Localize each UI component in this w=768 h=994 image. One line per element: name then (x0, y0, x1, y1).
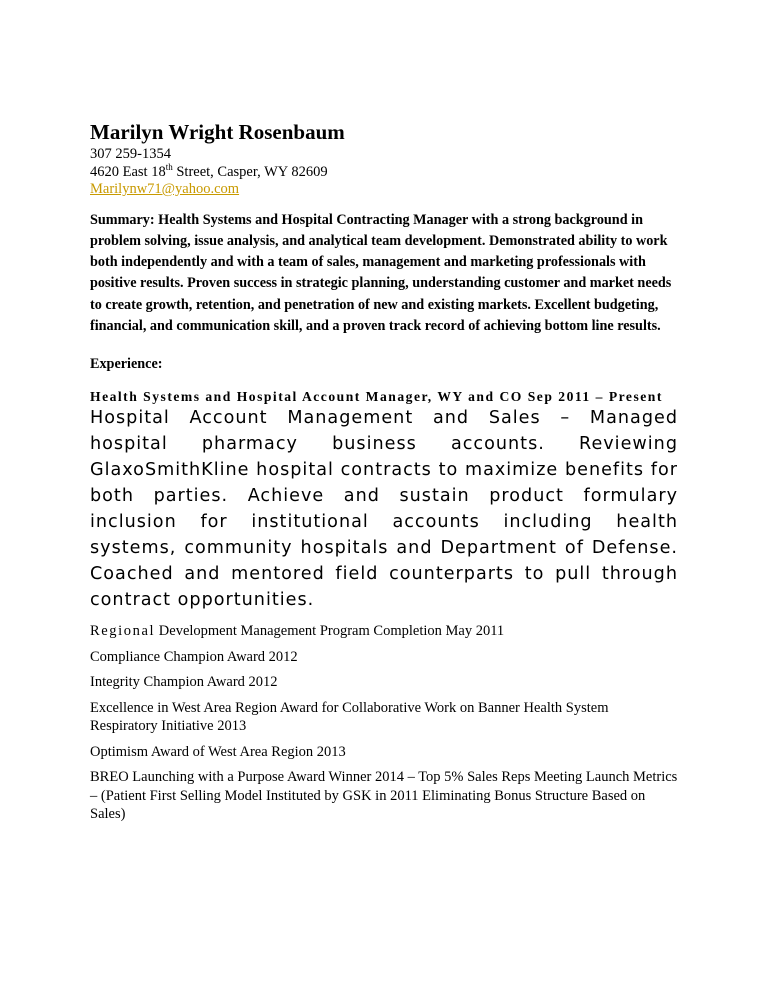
experience-heading: Experience: (90, 356, 163, 373)
address-superscript: th (165, 161, 173, 172)
award-item: Optimism Award of West Area Region 2013 (90, 743, 346, 760)
email-line (90, 181, 678, 199)
award-item: BREO Launching with a Purpose Award Winner 2014 – Top 5% Sales Reps Meeting Launch Metrics – (Patient First Selling Model Instituted by GSK in 2011 Eliminating Bonus Structure Based on Sales) (90, 769, 678, 823)
award-item: Integrity Champion Award 2012 (90, 674, 278, 691)
award-item: Excellence in West Area Region Award for Collaborative Work on Banner Health System Respiratory Initiative 2013 (90, 699, 609, 735)
award-item: Compliance Champion Award 2012 (90, 648, 298, 665)
award-prefix: Regional (90, 623, 156, 640)
phone-number: 307 259-1354 (90, 146, 171, 162)
candidate-name: Marilyn Wright Rosenbaum (90, 120, 345, 144)
resume-page (90, 118, 678, 824)
award-rest: Development Management Program Completion May 2011 (155, 623, 505, 640)
address-suffix: Street, Casper, WY 82609 (172, 163, 328, 180)
job-title: Health Systems and Hospital Account Manager, WY and CO Sep 2011 – Present (90, 389, 663, 405)
email-link[interactable]: Marilynw71@yahoo.com (90, 181, 240, 197)
award-item (90, 622, 678, 641)
address-prefix: 4620 East 18 (90, 163, 166, 180)
job-description: Hospital Account Management and Sales – Managed hospital pharmacy business accounts. Reviewing GlaxoSmithKline hospital contracts to maximize benefits for both parties. Achieve and sustain product formulary inclusion for institutional accounts including health systems, community hospitals and Department of Defense. Coached and mentored field counterparts to pull through contract opportunities. (90, 408, 678, 611)
street-address (90, 161, 678, 182)
summary-paragraph: Summary: Health Systems and Hospital Contracting Manager with a strong background in problem solving, issue analysis, and analytical team development. Demonstrated ability to work both independently and with a team of sales, management and marketing professionals with positive results. Proven success in strategic planning, understanding customer and market needs to create growth, retention, and penetration of new and existing markets. Excellent budgeting, financial, and communication skill, and a proven track record of achieving bottom line results. (90, 211, 672, 334)
